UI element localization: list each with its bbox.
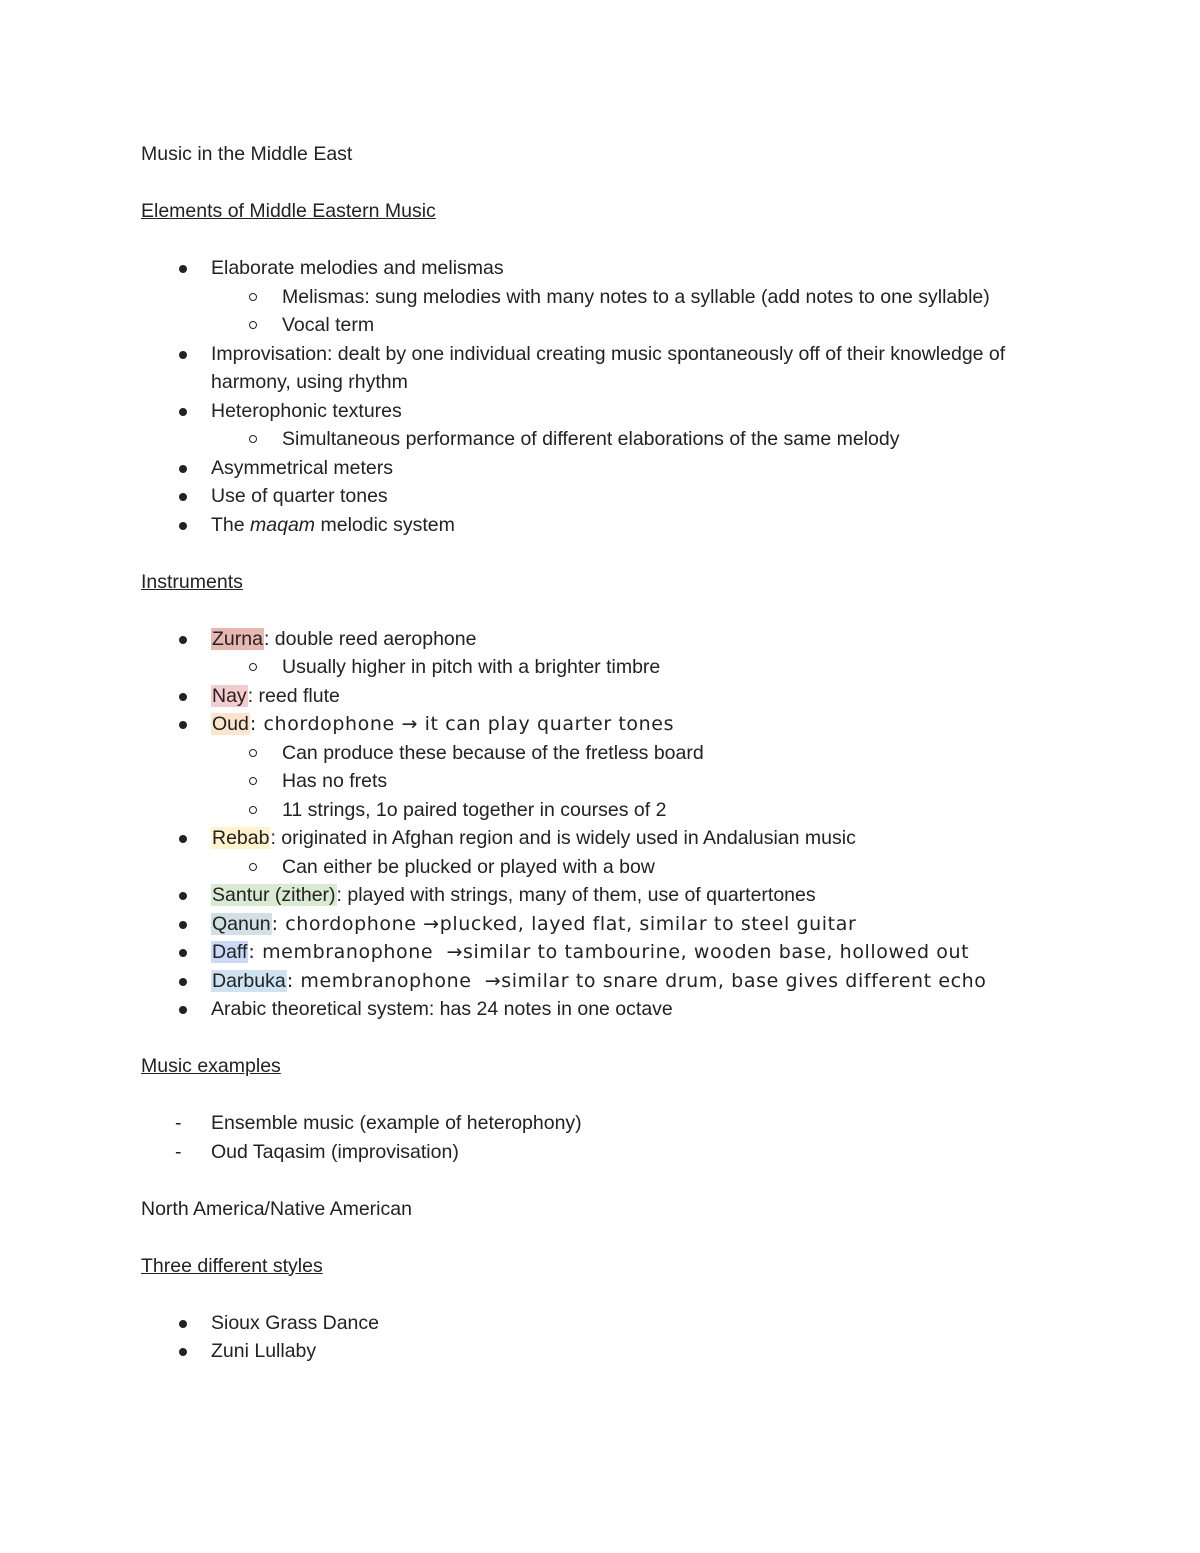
instrument-description: : membranophone →similar to snare drum, base gives different echo (286, 969, 987, 992)
circle-bullet-icon (249, 663, 257, 671)
spacer (141, 596, 1071, 625)
instrument-name-highlight: Oud (212, 713, 249, 735)
circle-bullet-icon (249, 749, 257, 757)
instrument-description: : reed flute (247, 684, 340, 707)
circle-bullet-icon (249, 863, 257, 871)
list-item (141, 454, 1071, 483)
sub-list-item (141, 425, 1071, 454)
list-item-text: Asymmetrical meters (211, 456, 394, 479)
bullet-icon (179, 265, 187, 273)
section-heading-elements: Elements of Middle Eastern Music (141, 200, 436, 222)
section-heading-instruments: Instruments (141, 570, 243, 593)
list-item (141, 995, 1071, 1024)
instrument-name-highlight: Santur (zither) (212, 884, 336, 906)
instrument-description: : double reed aerophone (263, 627, 477, 650)
list-item-text: Ensemble music (example of heterophony) (211, 1112, 582, 1134)
list-item-text: The (211, 513, 251, 536)
instruments-list (141, 625, 1071, 1024)
sub-list-item (141, 283, 1071, 312)
list-item-text: Improvisation: dealt by one individual creating music spontaneously off of their knowledge of harmony, using rhythm (211, 342, 1006, 393)
list-item-text: Heterophonic textures (211, 399, 402, 422)
instrument-item-rebab (141, 824, 1071, 853)
circle-bullet-icon (249, 321, 257, 329)
bullet-icon (179, 835, 187, 843)
spacer (141, 1166, 1071, 1195)
circle-bullet-icon (249, 293, 257, 301)
circle-bullet-icon (249, 435, 257, 443)
list-item-text: melodic system (315, 513, 455, 536)
sub-list-item (141, 311, 1071, 340)
list-item (141, 254, 1071, 283)
spacer (141, 169, 1071, 198)
bullet-icon (179, 493, 187, 501)
instrument-item-santur (141, 881, 1071, 910)
sub-list-item-text: Has no frets (282, 770, 388, 792)
bullet-icon (179, 693, 187, 701)
instrument-item-darbuka (141, 967, 1071, 996)
bullet-icon (179, 892, 187, 900)
dash-bullet-icon: - (175, 1112, 182, 1134)
bullet-icon (179, 636, 187, 644)
bullet-icon (179, 1006, 187, 1014)
list-item-text: Zuni Lullaby (211, 1340, 317, 1362)
bullet-icon (179, 1348, 187, 1356)
spacer (141, 1081, 1071, 1110)
instrument-name-highlight: Rebab (212, 827, 270, 849)
list-item (141, 397, 1071, 426)
document-page (141, 140, 1071, 1366)
bullet-icon (179, 465, 187, 473)
instrument-description: : played with strings, many of them, use of quartertones (336, 884, 816, 906)
list-item-text: Arabic theoretical system: has 24 notes in one octave (211, 998, 673, 1020)
instrument-name-highlight: Nay (212, 684, 247, 707)
instrument-description: : chordophone →plucked, layed flat, similar to steel guitar (271, 912, 857, 935)
instrument-name-highlight: Darbuka (212, 969, 286, 992)
examples-list (141, 1109, 1071, 1166)
bullet-icon (179, 921, 187, 929)
bullet-icon (179, 522, 187, 530)
instrument-item-nay (141, 682, 1071, 711)
list-item (141, 340, 1071, 397)
sub-list-item (141, 739, 1071, 768)
list-item-text: Oud Taqasim (improvisation) (211, 1140, 459, 1163)
bullet-icon (179, 1320, 187, 1328)
document-title: Music in the Middle East (141, 143, 353, 165)
list-item-text: Sioux Grass Dance (211, 1311, 379, 1334)
instrument-name-highlight: Daff (212, 941, 248, 963)
sub-list-item (141, 796, 1071, 825)
instrument-name-highlight: Qanun (212, 912, 271, 935)
spacer (141, 1223, 1071, 1252)
dash-bullet-icon: - (175, 1140, 182, 1163)
spacer (141, 226, 1071, 255)
section-heading-styles: Three different styles (141, 1254, 323, 1277)
instrument-description: : originated in Afghan region and is widely used in Andalusian music (270, 827, 856, 849)
sub-list-item-text: Can either be plucked or played with a bow (282, 855, 655, 878)
instrument-item-zurna (141, 625, 1071, 654)
instrument-item-qanun (141, 910, 1071, 939)
spacer (141, 539, 1071, 568)
section-title-north-america: North America/Native American (141, 1197, 412, 1220)
list-item (141, 482, 1071, 511)
sub-list-item-text: Vocal term (282, 314, 375, 336)
sub-list-item-text: 11 strings, 1o paired together in courses of 2 (282, 798, 667, 821)
list-item (141, 511, 1071, 540)
bullet-icon (179, 408, 187, 416)
styles-list (141, 1309, 1071, 1366)
spacer (141, 1280, 1071, 1309)
instrument-name-highlight: Zurna (212, 627, 263, 650)
instrument-item-oud (141, 710, 1071, 739)
bullet-icon (179, 351, 187, 359)
spacer (141, 1024, 1071, 1053)
sub-list-item-text: Usually higher in pitch with a brighter timbre (282, 656, 661, 678)
circle-bullet-icon (249, 806, 257, 814)
sub-list-item (141, 853, 1071, 882)
list-item (141, 1337, 1071, 1366)
instrument-description: : membranophone →similar to tambourine, wooden base, hollowed out (248, 941, 970, 963)
sub-list-item-text: Simultaneous performance of different elaborations of the same melody (282, 428, 900, 450)
bullet-icon (179, 721, 187, 729)
list-item-text: Elaborate melodies and melismas (211, 257, 504, 279)
bullet-icon (179, 978, 187, 986)
list-item (141, 1138, 1071, 1167)
instrument-item-daff (141, 938, 1071, 967)
list-item (141, 1109, 1071, 1138)
elements-list (141, 254, 1071, 539)
section-heading-examples: Music examples (141, 1055, 281, 1077)
maqam-term: maqam (250, 513, 316, 536)
sub-list-item (141, 653, 1071, 682)
sub-list-item (141, 767, 1071, 796)
list-item-text: Use of quarter tones (211, 485, 388, 507)
sub-list-item-text: Can produce these because of the fretless board (282, 741, 704, 764)
instrument-description: : chordophone → it can play quarter tones (249, 713, 675, 735)
circle-bullet-icon (249, 777, 257, 785)
bullet-icon (179, 949, 187, 957)
sub-list-item-text: Melismas: sung melodies with many notes to a syllable (add notes to one syllable) (282, 285, 990, 308)
list-item (141, 1309, 1071, 1338)
